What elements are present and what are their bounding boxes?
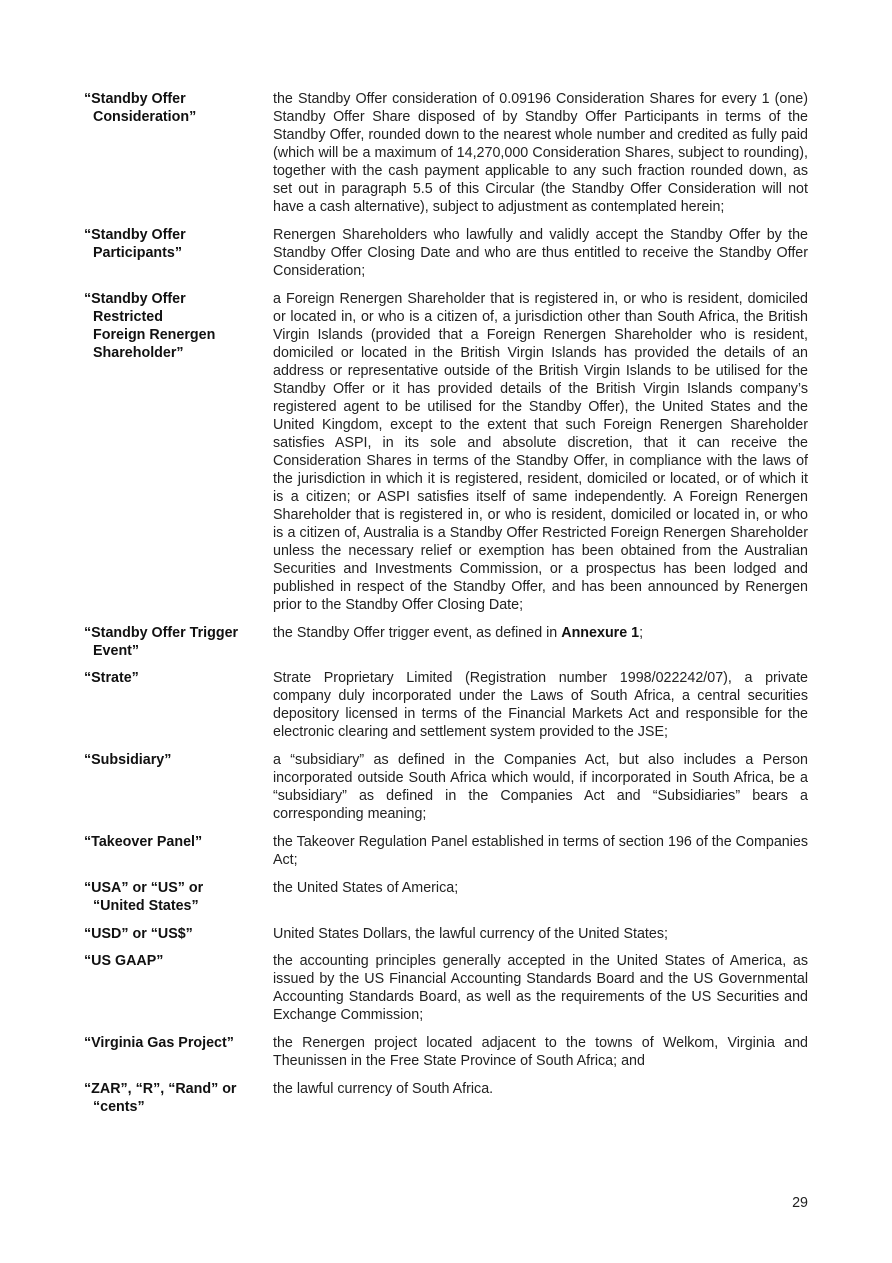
definition-term: “Takeover Panel” [84,834,203,850]
definition-term: “Virginia Gas Project” [84,1035,234,1051]
definition-term: “USA” or “US” or “United States” [84,880,204,914]
annexure-reference: Annexure 1 [561,625,640,641]
definition-text: the Standby Offer consideration of 0.09196 Consideration Shares for every 1 (one) Standby Offer Share disposed of by Standby Offer Participants in terms of the Standby Offer, rounded down to the nearest whole number and credited as fully paid (which will be a maximum of 14,270,000 Consideration Shares, subject to rounding), together with the cash payment applicable to any such fraction rounded down, as set out in paragraph 5.5 of this Circular (the Standby Offer Consideration will not have a cash alternative), subject to adjustment as contemplated herein; [273,91,808,215]
definition-term: “ZAR”, “R”, “Rand” or “cents” [84,1081,237,1115]
definition-text: a Foreign Renergen Shareholder that is registered in, or who is resident, domiciled or located in, or who is a citizen of, a jurisdiction other than South Africa, the British Virgin Islands (provided that a Foreign Renergen Shareholder who is resident, domiciled or located in the British Virgin Islands has provided the details of an address or representative outside of the British Virgin Islands to be utilised for the Standby Offer or it has provided details of the British Virgin Islands company’s registered agent to be utilised for the Standby Offer), the United States and the United Kingdom, except to the extent that such Foreign Renergen Shareholder satisfies ASPI, in its sole and absolute discretion, that it can receive the Consideration Shares in terms of the Standby Offer, in compliance with the laws of the jurisdiction in which it is registered, resident, domiciled or located, or of which it is a citizen; or ASPI satisfies itself of same independently. A Foreign Renergen Shareholder that is registered in, or who is resident, domiciled or located in, or who is a citizen of, Australia is a Standby Offer Restricted Foreign Renergen Shareholder unless the necessary relief or exemption has been obtained from the Australian Securities and Investments Commission, or a prospectus has been lodged and published in respect of the Standby Offer, and has been announced by Renergen prior to the Standby Offer Closing Date; [273,291,808,613]
definition-usd [84,925,808,943]
definition-standby-offer-consideration [84,90,808,216]
definition-text-end: ; [639,625,644,641]
definition-takeover-panel [84,833,808,869]
definition-standby-offer-restricted-foreign-shareholder [84,290,808,614]
definition-standby-offer-participants [84,226,808,280]
definition-text: the accounting principles generally accepted in the United States of America, as issued by the US Financial Accounting Standards Board and the US Governmental Accounting Standards Board, as well as the requirements of the US Securities and Exchange Commission; [273,953,808,1023]
definition-text: the lawful currency of South Africa. [273,1081,494,1097]
definition-subsidiary [84,751,808,823]
definition-virginia-gas-project [84,1034,808,1070]
definition-standby-offer-trigger-event [84,624,808,660]
definition-strate [84,669,808,741]
definition-term: “Subsidiary” [84,752,172,768]
definition-term: “Standby Offer Participants” [84,227,186,261]
definition-term: “US GAAP” [84,953,164,969]
definition-text: the Renergen project located adjacent to the towns of Welkom, Virginia and Theunissen in the Free State Province of South Africa; and [273,1035,808,1069]
definition-text: the Takeover Regulation Panel established in terms of section 196 of the Companies Act; [273,834,808,868]
definition-text-start: the Standby Offer trigger event, as defined in [273,625,562,641]
definition-term: “Standby Offer Trigger Event” [84,625,239,659]
definition-text: Renergen Shareholders who lawfully and validly accept the Standby Offer by the Standby Offer Closing Date and who are thus entitled to receive the Standby Offer Consideration; [273,227,808,279]
definition-term: “USD” or “US$” [84,926,193,942]
definition-text: the United States of America; [273,880,459,896]
definition-us-gaap [84,952,808,1024]
definition-zar [84,1080,808,1116]
definition-text [273,624,808,642]
definition-text: Strate Proprietary Limited (Registration number 1998/022242/07), a private company duly incorporated under the Laws of South Africa, a central securities depository licensed in terms of the Financial Markets Act and responsible for the electronic clearing and settlement system provided to the JSE; [273,670,808,740]
definition-text: a “subsidiary” as defined in the Companies Act, but also includes a Person incorporated outside South Africa which would, if incorporated in South Africa, be a “subsidiary” as defined in the Companies Act and “Subsidiaries” bears a corresponding meaning; [273,752,808,822]
definition-text: United States Dollars, the lawful currency of the United States; [273,926,668,942]
definition-term: “Strate” [84,670,139,686]
page-number: 29 [792,1195,808,1211]
definition-term: “Standby Offer Consideration” [84,91,197,125]
definition-term: “Standby Offer Restricted Foreign Renergen Shareholder” [84,291,216,361]
definition-usa [84,879,808,915]
